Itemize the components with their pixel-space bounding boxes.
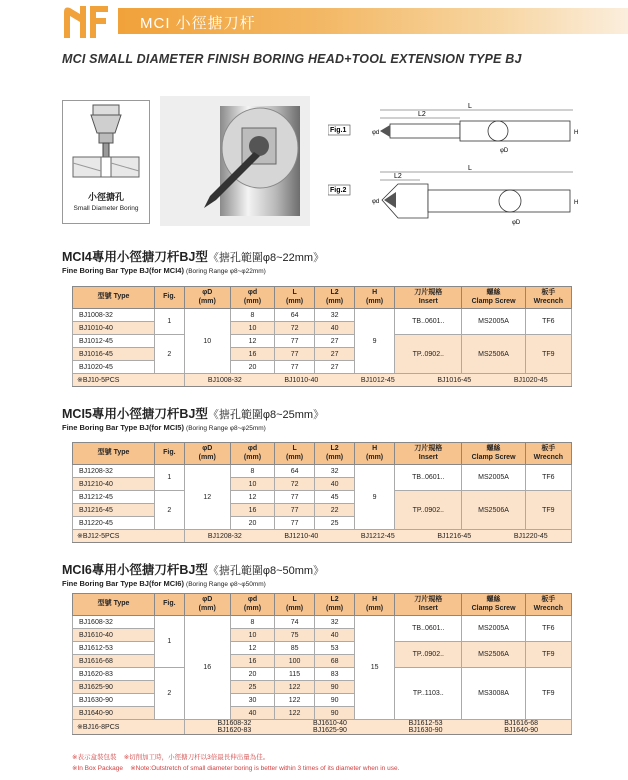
column-header-label: φD bbox=[202, 288, 213, 296]
cell-d: 10 bbox=[230, 322, 274, 335]
cell-L: 74 bbox=[275, 616, 315, 629]
section-title-text: MCI5專用小徑搪刀杆BJ型 bbox=[62, 407, 208, 421]
cell-L2: 53 bbox=[315, 642, 355, 655]
column-header-unit: (mm) bbox=[326, 604, 344, 612]
column-header-unit: (mm) bbox=[243, 453, 262, 461]
column-header-unit: (mm) bbox=[286, 604, 304, 612]
column-header-label: φd bbox=[247, 444, 258, 452]
column-header-unit: Wrecnch bbox=[533, 453, 564, 461]
cell-d: 30 bbox=[230, 694, 274, 707]
footnote-note-en: ※Note:Outstretch of small diameter boring is better within 3 times of its diameter when in use. bbox=[130, 765, 400, 772]
column-header-unit: Clamp Screw bbox=[471, 453, 516, 461]
column-header-l2 bbox=[315, 443, 355, 465]
boring-head-photo bbox=[160, 96, 310, 226]
section-subtitle-range: (Boring Range φ8~φ25mm) bbox=[186, 425, 266, 432]
column-header-l bbox=[275, 594, 315, 616]
cell-L: 72 bbox=[275, 322, 315, 335]
cell-insert: TB..0601.. bbox=[395, 309, 462, 335]
set-item: BJ1640-90 bbox=[504, 727, 539, 734]
cell-L2: 32 bbox=[315, 465, 355, 478]
column-header-screw_cn bbox=[462, 594, 525, 616]
column-header-label: L2 bbox=[330, 288, 339, 296]
column-header-screw_cn bbox=[462, 287, 525, 309]
column-header-label: 板手 bbox=[541, 444, 556, 452]
section-title bbox=[62, 404, 324, 422]
set-row bbox=[73, 530, 572, 543]
column-header-label: H bbox=[372, 444, 378, 452]
cell-insert: TP..1103.. bbox=[395, 668, 462, 720]
cell-wrench: TF9 bbox=[525, 335, 571, 374]
cell-L: 122 bbox=[275, 681, 315, 694]
column-header-d bbox=[230, 594, 274, 616]
section-title bbox=[62, 560, 324, 578]
column-header-label: 刀片規格 bbox=[414, 444, 443, 452]
section-title-range: 《搪孔範圍φ8~50mm》 bbox=[207, 565, 325, 577]
cell-H: 9 bbox=[355, 309, 395, 374]
column-header-insert_cn bbox=[395, 594, 462, 616]
cell-screw: MS2506A bbox=[462, 491, 525, 530]
table-row bbox=[73, 309, 572, 322]
cell-L2: 27 bbox=[315, 348, 355, 361]
section-subtitle bbox=[62, 423, 266, 432]
set-item: BJ1625-90 bbox=[313, 727, 347, 734]
set-item: BJ1012-45 bbox=[360, 376, 395, 384]
machine-label-cn: 小徑搪孔 bbox=[87, 192, 124, 202]
cell-d: 20 bbox=[230, 361, 274, 374]
cell-L2: 90 bbox=[315, 707, 355, 720]
cell-L2: 25 bbox=[315, 517, 355, 530]
section-subtitle bbox=[62, 266, 266, 275]
set-item: BJ1216-45 bbox=[437, 532, 472, 540]
column-header-d bbox=[230, 287, 274, 309]
cell-screw: MS2506A bbox=[462, 642, 525, 668]
cell-H: 15 bbox=[355, 616, 395, 720]
column-header-unit: (mm) bbox=[198, 297, 216, 305]
column-header-label: 螺絲 bbox=[486, 444, 501, 452]
column-header-label: L bbox=[292, 595, 297, 603]
column-header-unit: (mm) bbox=[366, 297, 384, 305]
column-header-label: 型號 Type bbox=[97, 293, 130, 301]
cell-wrench: TF9 bbox=[525, 491, 571, 530]
column-header-label: 刀片規格 bbox=[414, 595, 443, 603]
column-header-unit: (mm) bbox=[366, 604, 384, 612]
column-header-l2 bbox=[315, 594, 355, 616]
set-item: BJ1220-45 bbox=[513, 532, 548, 540]
dim-D-2: φD bbox=[512, 220, 521, 226]
column-header-unit: Insert bbox=[418, 297, 438, 305]
column-header-insert_cn bbox=[395, 287, 462, 309]
table-row bbox=[73, 616, 572, 629]
column-header-d bbox=[230, 443, 274, 465]
column-header-label: Fig. bbox=[163, 293, 176, 301]
cell-fig: 2 bbox=[155, 668, 184, 720]
cell-type: BJ1612-53 bbox=[73, 642, 155, 655]
set-item: BJ1210-40 bbox=[284, 532, 319, 540]
cell-type: BJ1608-32 bbox=[73, 616, 155, 629]
column-header-h bbox=[355, 443, 395, 465]
column-header-unit: (mm) bbox=[366, 453, 384, 461]
column-header-l2 bbox=[315, 287, 355, 309]
cell-L2: 45 bbox=[315, 491, 355, 504]
column-header-unit: Insert bbox=[418, 453, 438, 461]
set-item: BJ1610-40 bbox=[313, 720, 347, 727]
column-header-type bbox=[73, 443, 155, 465]
column-header-type bbox=[73, 594, 155, 616]
column-header-d bbox=[184, 443, 230, 465]
column-header-label: φD bbox=[202, 444, 213, 452]
footnote-line-2 bbox=[72, 764, 399, 772]
cell-type: BJ1210-40 bbox=[73, 478, 155, 491]
cell-d: 10 bbox=[230, 478, 274, 491]
spec-table bbox=[72, 442, 572, 543]
cell-d: 12 bbox=[230, 491, 274, 504]
section-title-text: MCI6專用小徑搪刀杆BJ型 bbox=[62, 563, 208, 577]
set-item: BJ1212-45 bbox=[360, 532, 395, 540]
title-bar bbox=[118, 8, 628, 34]
set-item: BJ1016-45 bbox=[437, 376, 472, 384]
cell-type: BJ1610-40 bbox=[73, 629, 155, 642]
cell-d: 20 bbox=[230, 668, 274, 681]
section-subtitle-text: Fine Boring Bar Type BJ(for MCI4) bbox=[62, 266, 184, 275]
cell-insert: TB..0601.. bbox=[395, 465, 462, 491]
dimension-diagram bbox=[328, 100, 580, 230]
column-header-unit: (mm) bbox=[243, 297, 262, 305]
cell-insert: TP..0902.. bbox=[395, 642, 462, 668]
cell-type: BJ1625-90 bbox=[73, 681, 155, 694]
column-header-fig bbox=[155, 287, 184, 309]
column-header-label: φD bbox=[202, 595, 213, 603]
column-header-label: 型號 Type bbox=[97, 600, 130, 608]
column-header-label: 螺絲 bbox=[486, 595, 501, 603]
column-header-l bbox=[275, 287, 315, 309]
dim-L2-2: L2 bbox=[394, 173, 402, 180]
footnote-box-en: ※In Box Package bbox=[72, 765, 123, 772]
spec-table bbox=[72, 593, 572, 735]
cell-type: BJ1010-40 bbox=[73, 322, 155, 335]
cell-L2: 68 bbox=[315, 655, 355, 668]
set-label: ※BJ16-8PCS bbox=[73, 720, 185, 735]
cell-L: 77 bbox=[275, 348, 315, 361]
cell-insert: TB..0601.. bbox=[395, 616, 462, 642]
column-header-label: L bbox=[292, 288, 297, 296]
footnote-box-cn: ※表示盒裝包裝 bbox=[72, 754, 117, 761]
set-row bbox=[73, 720, 572, 735]
cell-type: BJ1216-45 bbox=[73, 504, 155, 517]
column-header-h bbox=[355, 594, 395, 616]
table-row bbox=[73, 465, 572, 478]
column-header-unit: (mm) bbox=[326, 453, 344, 461]
section-subtitle bbox=[62, 579, 266, 588]
cell-screw: MS2005A bbox=[462, 616, 525, 642]
cell-L: 85 bbox=[275, 642, 315, 655]
cell-D: 12 bbox=[184, 465, 230, 530]
cell-L: 77 bbox=[275, 335, 315, 348]
cell-d: 8 bbox=[230, 616, 274, 629]
column-header-unit: (mm) bbox=[326, 297, 344, 305]
spec-table bbox=[72, 286, 572, 387]
cell-d: 8 bbox=[230, 309, 274, 322]
cell-L2: 22 bbox=[315, 504, 355, 517]
page-subtitle: MCI SMALL DIAMETER FINISH BORING HEAD+TOOL EXTENSION TYPE BJ bbox=[62, 52, 522, 66]
cell-type: BJ1212-45 bbox=[73, 491, 155, 504]
cell-insert: TP..0902.. bbox=[395, 491, 462, 530]
machine-label-en: Small Diameter Boring bbox=[73, 205, 139, 212]
cell-L: 64 bbox=[275, 465, 315, 478]
brand-logo bbox=[62, 4, 110, 40]
cell-L2: 32 bbox=[315, 616, 355, 629]
cell-L: 72 bbox=[275, 478, 315, 491]
column-header-label: 型號 Type bbox=[97, 449, 130, 457]
set-item-column bbox=[409, 720, 443, 734]
set-items bbox=[184, 374, 571, 387]
cell-L2: 32 bbox=[315, 309, 355, 322]
column-header-unit: (mm) bbox=[198, 453, 216, 461]
cell-fig: 2 bbox=[155, 491, 184, 530]
column-header-unit: Insert bbox=[418, 604, 438, 612]
column-header-wrench_cn bbox=[525, 287, 571, 309]
table-row bbox=[73, 491, 572, 504]
set-item-column bbox=[217, 720, 251, 734]
column-header-label: L2 bbox=[330, 444, 339, 452]
cell-d: 10 bbox=[230, 629, 274, 642]
set-item: BJ1630-90 bbox=[408, 727, 443, 734]
column-header-label: Fig. bbox=[163, 449, 176, 457]
cell-d: 25 bbox=[230, 681, 274, 694]
cell-type: BJ1220-45 bbox=[73, 517, 155, 530]
set-item: BJ1020-45 bbox=[513, 376, 548, 384]
section-title-text: MCI4專用小徑搪刀杆BJ型 bbox=[62, 250, 208, 264]
column-header-unit: Clamp Screw bbox=[471, 604, 516, 612]
cell-H: 9 bbox=[355, 465, 395, 530]
cell-fig: 1 bbox=[155, 309, 184, 335]
dim-D-1: φD bbox=[500, 148, 509, 154]
column-header-label: H bbox=[372, 288, 378, 296]
cell-d: 16 bbox=[230, 504, 274, 517]
cell-fig: 1 bbox=[155, 616, 184, 668]
cell-L2: 40 bbox=[315, 629, 355, 642]
column-header-label: φd bbox=[247, 595, 258, 603]
cell-L2: 40 bbox=[315, 322, 355, 335]
column-header-wrench_cn bbox=[525, 594, 571, 616]
fig1-label: Fig.1 bbox=[330, 127, 347, 134]
cell-L2: 90 bbox=[315, 681, 355, 694]
column-header-screw_cn bbox=[462, 443, 525, 465]
fig2-label: Fig.2 bbox=[330, 187, 347, 194]
cell-D: 16 bbox=[184, 616, 230, 720]
section-subtitle-text: Fine Boring Bar Type BJ(for MCI6) bbox=[62, 579, 184, 588]
cell-wrench: TF9 bbox=[525, 642, 571, 668]
cell-fig: 1 bbox=[155, 465, 184, 491]
set-item-column bbox=[313, 720, 347, 734]
cell-L2: 40 bbox=[315, 478, 355, 491]
column-header-unit: Wrecnch bbox=[533, 297, 564, 305]
column-header-insert_cn bbox=[395, 443, 462, 465]
set-label: ※BJ12-5PCS bbox=[73, 530, 185, 543]
page-title: MCI 小徑搪刀杆 bbox=[140, 15, 256, 32]
cell-type: BJ1616-68 bbox=[73, 655, 155, 668]
cell-d: 20 bbox=[230, 517, 274, 530]
column-header-type bbox=[73, 287, 155, 309]
cell-type: BJ1020-45 bbox=[73, 361, 155, 374]
cell-L2: 27 bbox=[315, 361, 355, 374]
header-row bbox=[73, 443, 572, 465]
cell-screw: MS3008A bbox=[462, 668, 525, 720]
column-header-d bbox=[184, 594, 230, 616]
dim-L-2: L bbox=[468, 165, 472, 172]
cell-L2: 90 bbox=[315, 694, 355, 707]
column-header-label: 螺絲 bbox=[486, 288, 501, 296]
column-header-unit: Wrecnch bbox=[533, 604, 564, 612]
cell-wrench: TF9 bbox=[525, 668, 571, 720]
column-header-unit: Clamp Screw bbox=[471, 297, 516, 305]
column-header-label: φd bbox=[247, 288, 258, 296]
set-item: BJ1008-32 bbox=[207, 376, 242, 384]
cell-d: 16 bbox=[230, 348, 274, 361]
column-header-fig bbox=[155, 594, 184, 616]
cell-type: BJ1620-83 bbox=[73, 668, 155, 681]
cell-insert: TP..0902.. bbox=[395, 335, 462, 374]
cell-d: 12 bbox=[230, 335, 274, 348]
cell-type: BJ1016-45 bbox=[73, 348, 155, 361]
cell-type: BJ1008-32 bbox=[73, 309, 155, 322]
column-header-unit: (mm) bbox=[243, 604, 262, 612]
cell-L: 77 bbox=[275, 517, 315, 530]
cell-d: 16 bbox=[230, 655, 274, 668]
column-header-label: L2 bbox=[330, 595, 339, 603]
column-header-d bbox=[184, 287, 230, 309]
section-subtitle-text: Fine Boring Bar Type BJ(for MCI5) bbox=[62, 423, 184, 432]
boring-machine-icon bbox=[63, 101, 149, 181]
column-header-label: 板手 bbox=[541, 595, 556, 603]
cell-L2: 83 bbox=[315, 668, 355, 681]
set-items-list bbox=[187, 533, 569, 540]
column-header-fig bbox=[155, 443, 184, 465]
dim-H-2: H bbox=[574, 200, 579, 206]
cell-L: 64 bbox=[275, 309, 315, 322]
column-header-wrench_cn bbox=[525, 443, 571, 465]
cell-d: 12 bbox=[230, 642, 274, 655]
cell-L: 75 bbox=[275, 629, 315, 642]
cell-type: BJ1630-90 bbox=[73, 694, 155, 707]
table-row bbox=[73, 668, 572, 681]
section-title-range: 《搪孔範圍φ8~22mm》 bbox=[207, 252, 325, 264]
dim-H-1: H bbox=[574, 130, 579, 136]
cell-fig: 2 bbox=[155, 335, 184, 374]
column-header-label: 刀片規格 bbox=[414, 288, 443, 296]
cell-d: 40 bbox=[230, 707, 274, 720]
cell-wrench: TF6 bbox=[525, 309, 571, 335]
cell-L: 122 bbox=[275, 707, 315, 720]
column-header-unit: (mm) bbox=[286, 453, 304, 461]
set-item: BJ1010-40 bbox=[284, 376, 319, 384]
column-header-label: 板手 bbox=[541, 288, 556, 296]
column-header-l bbox=[275, 443, 315, 465]
cell-type: BJ1012-45 bbox=[73, 335, 155, 348]
set-item: BJ1608-32 bbox=[217, 720, 252, 727]
set-items bbox=[184, 720, 571, 735]
cell-type: BJ1208-32 bbox=[73, 465, 155, 478]
section-subtitle-range: (Boring Range φ8~φ22mm) bbox=[186, 268, 266, 275]
cell-L: 77 bbox=[275, 504, 315, 517]
column-header-label: H bbox=[372, 595, 378, 603]
header-row bbox=[73, 287, 572, 309]
dim-L-1: L bbox=[468, 103, 472, 110]
set-row bbox=[73, 374, 572, 387]
set-item: BJ1616-68 bbox=[504, 720, 539, 727]
cell-wrench: TF6 bbox=[525, 616, 571, 642]
cell-L: 77 bbox=[275, 361, 315, 374]
machine-illustration bbox=[62, 100, 150, 224]
set-item-column bbox=[504, 720, 538, 734]
section-subtitle-range: (Boring Range φ8~φ50mm) bbox=[186, 581, 266, 588]
header-row bbox=[73, 594, 572, 616]
cell-L2: 27 bbox=[315, 335, 355, 348]
dim-L2-1: L2 bbox=[418, 111, 426, 118]
column-header-h bbox=[355, 287, 395, 309]
set-items bbox=[184, 530, 571, 543]
column-header-label: Fig. bbox=[163, 600, 176, 608]
cell-L: 100 bbox=[275, 655, 315, 668]
cell-L: 115 bbox=[275, 668, 315, 681]
cell-wrench: TF6 bbox=[525, 465, 571, 491]
set-items-list bbox=[187, 377, 569, 384]
set-item: BJ1208-32 bbox=[207, 532, 242, 540]
section-title-range: 《搪孔範圍φ8~25mm》 bbox=[207, 409, 325, 421]
cell-type: BJ1640-90 bbox=[73, 707, 155, 720]
column-header-unit: (mm) bbox=[286, 297, 304, 305]
set-items-list bbox=[187, 720, 569, 734]
dim-d-1: φd bbox=[372, 130, 380, 136]
cell-d: 8 bbox=[230, 465, 274, 478]
set-item: BJ1620-83 bbox=[217, 727, 252, 734]
cell-screw: MS2506A bbox=[462, 335, 525, 374]
footnote-line-1 bbox=[72, 752, 269, 761]
section-title bbox=[62, 247, 324, 265]
cell-L: 77 bbox=[275, 491, 315, 504]
cell-screw: MS2005A bbox=[462, 465, 525, 491]
set-label: ※BJ10-5PCS bbox=[73, 374, 185, 387]
set-item: BJ1612-53 bbox=[408, 720, 443, 727]
footnote-note-cn: ※切削加工時，小徑搪刀杆以3倍最長伸出量為佳。 bbox=[123, 754, 270, 761]
table-row bbox=[73, 642, 572, 655]
cell-D: 10 bbox=[184, 309, 230, 374]
cell-L: 122 bbox=[275, 694, 315, 707]
cell-screw: MS2005A bbox=[462, 309, 525, 335]
column-header-label: L bbox=[292, 444, 297, 452]
column-header-unit: (mm) bbox=[198, 604, 216, 612]
table-row bbox=[73, 335, 572, 348]
dim-d-2: φd bbox=[372, 199, 380, 205]
